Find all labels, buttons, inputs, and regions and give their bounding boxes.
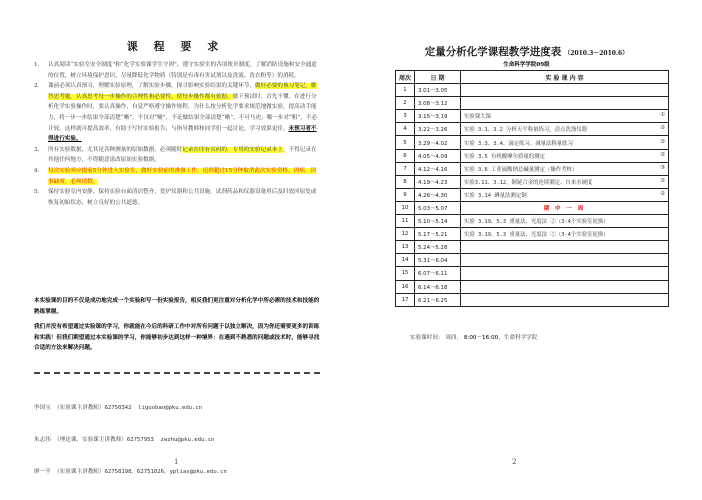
date-cell: 5.10～5.14 <box>415 215 461 228</box>
page-number: 1 <box>174 458 179 466</box>
purpose-statement: 本实验课的目的不仅是成功地完成一个实验和写一份实验报告，相反我们更注重对分析化学中所必需的技术和技能的熟练掌握。 <box>34 298 320 315</box>
schedule-row <box>396 84 669 97</box>
week-cell: 12 <box>396 228 415 241</box>
lab-time-label: 实验课时间： 周四， <box>410 335 463 341</box>
contact-line: 廖一平 （实验课主讲教师）62758198、62751026，yplias@pku.edu.cn <box>34 469 227 476</box>
date-cell: 4.12～4.16 <box>415 162 461 175</box>
requirement-text: 在进行分析化学实验操作时，要认真操作，自觉严格遵守操作规程，为什么按分析化学要求规范地做实验，提高动手能力，将一步一步结果全部清楚“晰”，不仅对“晰”，不论做结果全部清楚“晰”、不可马虎；哪一步对“粗”，不必计较。这样就可提高效率，有助于写好实验报告，与指导教师和同学们一起讨论，学习效果更佳。 <box>48 93 318 132</box>
expectation-statement: 我们并没有希望通过实验课的学习，你就能在今后的科研工作中对所有问题于以独立解决，因为你还需要更多的训练和实践！但我们期望通过本实验课的学习，你能够初步达到这样一种境界：在遇到不熟悉的问题或技术时，能够寻找合适的方法来解决问题。 <box>34 324 320 352</box>
requirement-item <box>34 60 320 81</box>
schedule-row <box>396 162 669 175</box>
date-cell: 5.24～5.28 <box>415 241 461 254</box>
header-date: 日 期 <box>415 71 461 84</box>
class-label: 生命科学学院09级 <box>503 62 550 68</box>
schedule-row <box>396 293 669 306</box>
content-text: 实验 3.19、5.3 重量法、光度法 ②（3-4个实验室轮换） <box>464 219 609 226</box>
week-cell: 9 <box>396 188 415 201</box>
date-cell: 4.05～4.09 <box>415 149 461 162</box>
instructor-contacts <box>34 381 334 500</box>
week-cell: 17 <box>396 293 415 306</box>
schedule-row <box>396 110 669 123</box>
requirement-text: 每次实验须应提前5分钟进入实验室，做好实验前的准备工作，迟到超过15分钟取消此次实验资格。因病、因事缺席，必须请假。 <box>48 167 316 185</box>
content-cell <box>461 136 669 149</box>
requirement-text: 未预习者不得进行实验。 <box>48 125 317 143</box>
requirement-number: 3. <box>34 146 40 153</box>
week-cell: 5 <box>396 136 415 149</box>
content-text: 实验 3.19、5.3 重量法、光度法 ②（3-4个实验室轮换） <box>464 232 609 239</box>
schedule-title <box>351 40 702 59</box>
content-text: 实验 3.5 有机酸摩尔质量的测定 <box>464 153 545 160</box>
schedule-row <box>396 254 669 267</box>
date-cell: 3.29～4.02 <box>415 136 461 149</box>
course-requirements-title: 课 程 要 求 <box>126 40 225 53</box>
contact-line: 李国宝 （实验课主讲教师）62750342 liguobao@pku.edu.cn <box>34 404 203 411</box>
requirement-text: 保持实验室内安静，保持实验台面清洁整齐，爱护仪器和公共设施。试剂药品和仪器设备用后及时放回原处或恢复初始状态，树立良好的公共道德。 <box>48 189 317 206</box>
date-cell: 5.31～6.04 <box>415 254 461 267</box>
session-count-mark: ② <box>660 125 665 132</box>
schedule-row <box>396 136 669 149</box>
schedule-row <box>396 215 669 228</box>
lab-time-place: ，生命科学学院 <box>498 335 538 341</box>
content-cell <box>461 188 669 201</box>
content-cell <box>461 123 669 136</box>
content-cell <box>461 254 669 267</box>
content-cell <box>461 267 669 280</box>
date-cell: 4.19～4.23 <box>415 175 461 188</box>
requirement-item <box>34 187 320 208</box>
week-cell: 8 <box>396 175 415 188</box>
requirement-item <box>34 145 320 166</box>
requirements-list <box>34 60 320 208</box>
session-count-mark: ② <box>660 138 665 145</box>
requirement-text: ，不得记录在其他任何地方，不得随意涂改原始实验数据。 <box>48 146 317 164</box>
requirement-text: 认真阅读“实验室安全制度”和“化学实验课学生守则”，遵守实验室的各项规章制度。了解消防设施和安全通道的位置，树立环境保护意识，尽量降低化学物质（特别是有毒有害试剂以及洗液、洗衣粉等）的消耗。 <box>48 62 317 79</box>
header-content: 实 验 课 内 容 <box>461 71 669 84</box>
content-cell <box>461 215 669 228</box>
requirement-item <box>34 166 320 187</box>
date-cell: 4.26～4.30 <box>415 188 461 201</box>
schedule-row <box>396 201 669 214</box>
requirement-text: 课前必须认真预习，理解实验原理，了解实验步骤，探寻影响实验结果的关键环节， <box>48 83 255 90</box>
content-text: 实验3.11、3.12，铜铋合金的连续测定、自来水硬度 <box>464 179 593 186</box>
contact-line: 朱志伟 （理论课、实验课主讲教师）62757953 zwzhu@pku.edu.cn <box>34 436 215 443</box>
requirement-item <box>34 81 320 145</box>
midterm-week-cell: 期 中 一 周 <box>461 201 669 214</box>
week-cell: 11 <box>396 215 415 228</box>
schedule-row <box>396 123 669 136</box>
requirement-number: 5. <box>34 189 40 196</box>
date-cell: 3.22～3.26 <box>415 123 461 136</box>
content-text: 实验 3.14 碘量法测定铜 <box>464 192 527 199</box>
week-cell: 7 <box>396 162 415 175</box>
right-page <box>351 0 702 496</box>
schedule-row <box>396 97 669 110</box>
content-cell <box>461 228 669 241</box>
date-cell: 5.17～5.21 <box>415 228 461 241</box>
session-count-mark: ② <box>660 177 665 184</box>
requirement-text: 做好必要的预习笔记，解答思考题。 <box>48 83 317 100</box>
lab-time-hours: 8:00－16:00 <box>463 335 499 341</box>
session-count-mark: ② <box>660 151 665 158</box>
content-text: 实验 3.3、3.4、滴定练习、减量法称量练习 <box>464 140 573 147</box>
content-cell <box>461 175 669 188</box>
requirement-text: 所有实验数据，尤其是各种测量的原始数据，必须随时 <box>48 146 183 153</box>
date-cell: 3.15～3.19 <box>415 110 461 123</box>
lab-time-note <box>410 333 537 341</box>
session-count-mark: ③ <box>660 164 665 171</box>
schedule-row <box>396 228 669 241</box>
week-cell: 14 <box>396 254 415 267</box>
week-cell: 16 <box>396 280 415 293</box>
schedule-title-dates: （2010.3～2010.6） <box>564 50 629 57</box>
date-cell: 3.01～3.05 <box>415 84 461 97</box>
content-cell <box>461 149 669 162</box>
week-cell: 15 <box>396 267 415 280</box>
content-cell <box>461 293 669 306</box>
schedule-row <box>396 280 669 293</box>
week-cell: 1 <box>396 84 415 97</box>
week-cell: 10 <box>396 201 415 214</box>
date-cell: 6.21～6.25 <box>415 293 461 306</box>
schedule-row <box>396 267 669 280</box>
schedule-row <box>396 188 669 201</box>
requirement-text: 认真思考每一步操作的合理性和必要性，使每步操作都有依据。 <box>75 93 233 100</box>
content-cell <box>461 110 669 123</box>
session-count-mark: ① <box>660 112 665 119</box>
content-text: 实验 3.1、3.2 分析天平称量练习，清点洗涤仪器 <box>464 127 587 134</box>
schedule-table <box>395 70 669 307</box>
date-cell: 6.07～6.11 <box>415 267 461 280</box>
requirement-text: 做下预试时，首先不懂。 <box>232 93 295 100</box>
requirement-number: 2. <box>34 83 40 90</box>
schedule-header-row <box>396 71 669 84</box>
week-cell: 3 <box>396 110 415 123</box>
requirement-number: 4. <box>34 167 40 174</box>
content-cell <box>461 84 669 97</box>
content-text: 实验课大课 <box>464 114 491 121</box>
requirement-text: 记录在印有页码的、专用的实验记录本上 <box>182 146 283 153</box>
content-cell <box>461 97 669 110</box>
schedule-title-main: 定量分析化学课程教学进度表 <box>424 46 562 58</box>
week-cell: 13 <box>396 241 415 254</box>
requirement-number: 1. <box>34 62 40 68</box>
week-cell: 2 <box>396 97 415 110</box>
content-cell <box>461 280 669 293</box>
dashed-divider <box>34 372 320 374</box>
header-week: 周次 <box>396 71 415 84</box>
date-cell: 6.14～6.18 <box>415 280 461 293</box>
week-cell: 6 <box>396 149 415 162</box>
date-cell: 3.08～3.12 <box>415 97 461 110</box>
content-cell <box>461 241 669 254</box>
date-cell: 5.03～5.07 <box>415 201 461 214</box>
page-number: 2 <box>512 458 517 466</box>
schedule-row <box>396 149 669 162</box>
content-cell <box>461 162 669 175</box>
week-cell: 4 <box>396 123 415 136</box>
schedule-row <box>396 241 669 254</box>
content-text: 实验 3.6 工业硫酸钠总碱量测定（操作考核） <box>464 166 578 173</box>
schedule-row <box>396 175 669 188</box>
left-page <box>0 0 351 496</box>
session-count-mark: ② <box>660 190 665 197</box>
